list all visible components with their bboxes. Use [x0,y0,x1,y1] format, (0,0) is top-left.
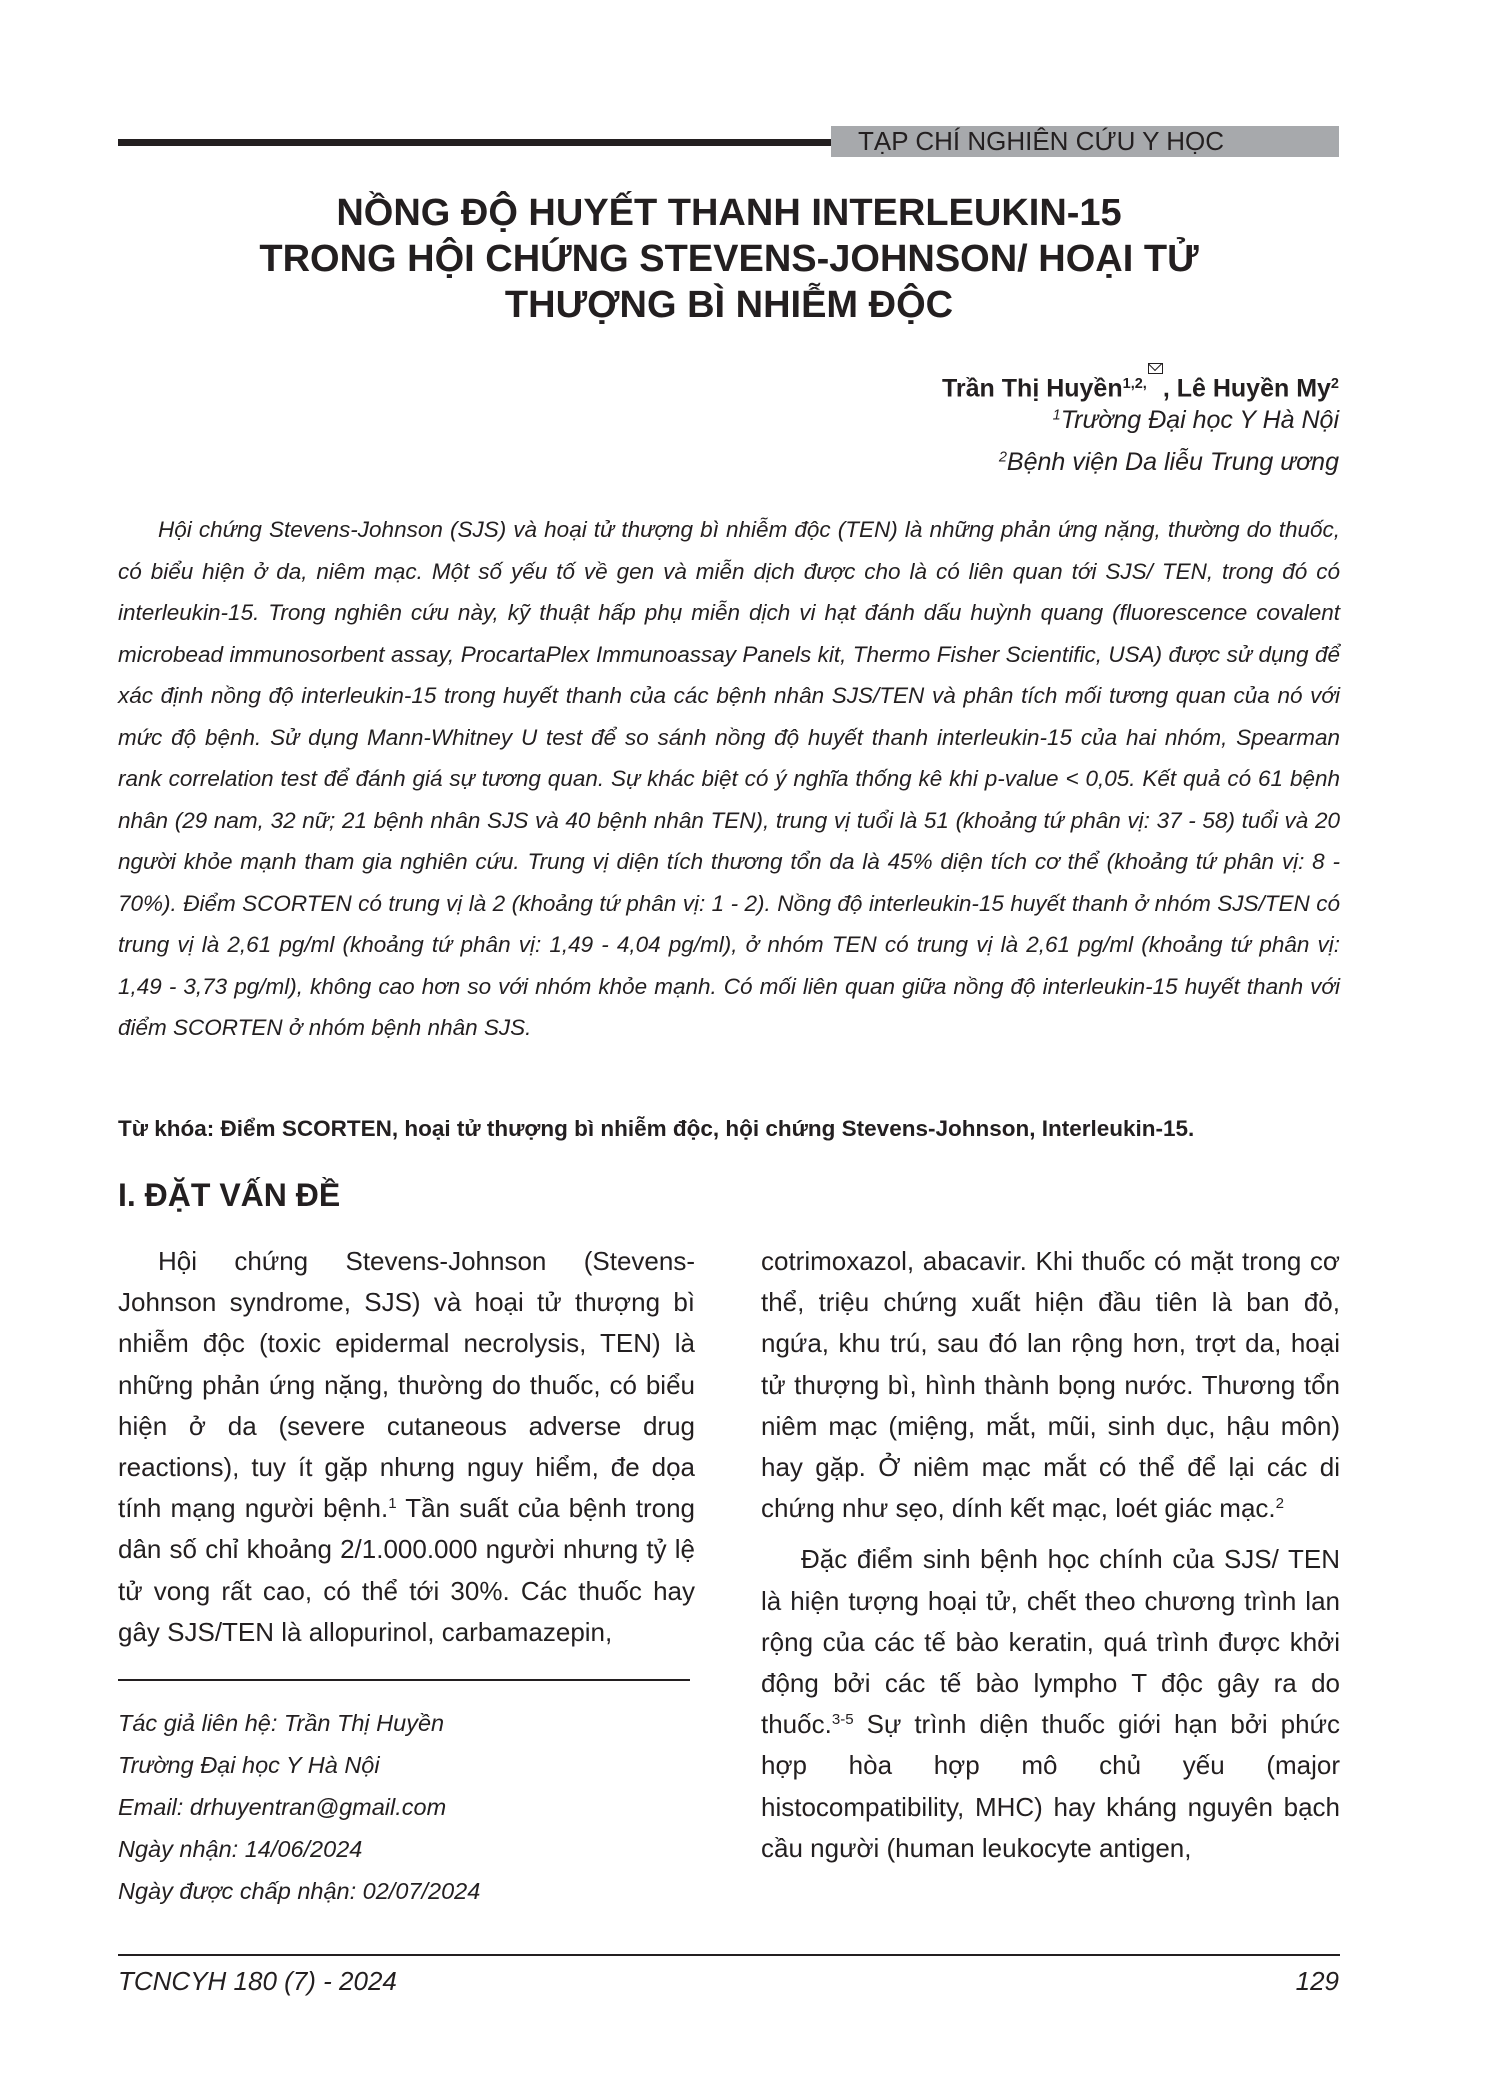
author-1-name: Trần Thị Huyền [942,374,1123,403]
affiliation-2 [999,448,1339,477]
affiliation-1-name: Trường Đại học Y Hà Nội [1060,406,1339,434]
affiliation-1-number: 1 [1052,407,1061,424]
footnote-institution: Trường Đại học Y Hà Nội [118,1752,380,1778]
body-paragraph [761,1241,1340,1529]
keywords: Từ khóa: Điểm SCORTEN, hoại tử thượng bì nhiễm độc, hội chứng Stevens-Johnson, Interleukin-15. [118,1116,1195,1141]
body-column-left [118,1241,695,1653]
title-line-2: TRONG HỘI CHỨNG STEVENS-JOHNSON/ HOẠI TỬ [259,238,1199,280]
footnote-rule [118,1679,690,1681]
authors-line [942,363,1339,404]
citation-ref: 3-5 [831,1711,854,1729]
correspondence-footnote [118,1702,480,1912]
affiliation-2-name: Bệnh viện Da liễu Trung ương [1006,448,1339,476]
author-2-name: Lê Huyền My [1176,374,1331,403]
body-column-right [761,1241,1340,1869]
title-line-3: THƯỢNG BÌ NHIỄM ĐỘC [504,284,954,326]
body-paragraph [761,1539,1340,1869]
citation-ref: 1 [388,1495,397,1513]
body-text: Tần suất của bệnh trong dân số chỉ khoảng 2/1.000.000 người nhưng tỷ lệ tử vong rất cao, có thể tới 30%. Các thuốc hay gây SJS/TEN là allopurinol, carbamazepin, [118,1493,695,1647]
footer-rule [118,1954,1340,1956]
body-paragraph [118,1241,695,1653]
envelope-icon [1148,363,1163,374]
author-2-affiliation-mark: 2 [1330,375,1339,392]
footnote-contact: Tác giả liên hệ: Trần Thị Huyền [118,1710,445,1736]
section-heading: I. ĐẶT VẤN ĐỀ [118,1177,341,1213]
abstract: Hội chứng Stevens-Johnson (SJS) và hoại tử thượng bì nhiễm độc (TEN) là những phản ứng nặng, thường do thuốc, có biểu hiện ở da, niêm mạc. Một số yếu tố về gen và miễn dịch được cho là có liên quan tới SJS/ TEN, trong đó có interleukin-15. Trong nghiên cứu này, kỹ thuật hấp phụ miễn dịch vi hạt đánh dấu huỳnh quang (fluorescence covalent microbead immunosorbent assay, ProcartaPlex Immunoassay Panels kit, Thermo Fisher Scientific, USA) được sử dụng để xác định nồng độ interleukin-15 trong huyết thanh của các bệnh nhân SJS/TEN và phân tích mối tương quan của nó với mức độ bệnh. Sử dụng Mann-Whitney U test để so sánh nồng độ huyết thanh interleukin-15 của hai nhóm, Spearman rank correlation test để đánh giá sự tương quan. Sự khác biệt có ý nghĩa thống kê khi p-value < 0,05. Kết quả có 61 bệnh nhân (29 nam, 32 nữ; 21 bệnh nhân SJS và 40 bệnh nhân TEN), trung vị tuổi là 51 (khoảng tứ phân vị: 37 - 58) tuổi và 20 người khỏe mạnh tham gia nghiên cứu. Trung vị diện tích thương tổn da là 45% diện tích cơ thể (khoảng tứ phân vị: 8 - 70%). Điểm SCORTEN có trung vị là 2 (khoảng tứ phân vị: 1 - 2). Nồng độ interleukin-15 huyết thanh ở nhóm SJS/TEN có trung vị là 2,61 pg/ml (khoảng tứ phân vị: 1,49 - 4,04 pg/ml), ở nhóm TEN có trung vị là 2,61 pg/ml (khoảng tứ phân vị: 1,49 - 3,73 pg/ml), không cao hơn so với nhóm khỏe mạnh. Có mối liên quan giữa nồng độ interleukin-15 huyết thanh với điểm SCORTEN ở nhóm bệnh nhân SJS. [118,517,1340,1040]
affiliation-2-number: 2 [998,449,1007,466]
footer-page-number: 129 [1295,1966,1339,1996]
footnote-accepted-date: Ngày được chấp nhận: 02/07/2024 [118,1878,481,1904]
body-text: Hội chứng Stevens-Johnson (Stevens-Johnson syndrome, SJS) và hoại tử thượng bì nhiễm độc (toxic epidermal necrolysis, TEN) là những phản ứng nặng, thường do thuốc, có biểu hiện ở da (severe cutaneous adverse drug reactions), tuy ít gặp nhưng nguy hiểm, đe dọa tính mạng người bệnh. [118,1246,695,1524]
body-text: Đặc điểm sinh bệnh học chính của SJS/ TEN là hiện tượng hoại tử, chết theo chương trình lan rộng của các tế bào keratin, quá trình được khởi động bởi các tế bào lympho T độc gây ra do thuốc. [761,1544,1340,1740]
citation-ref: 2 [1275,1495,1285,1513]
body-text: cotrimoxazol, abacavir. Khi thuốc có mặt trong cơ thể, triệu chứng xuất hiện đầu tiên là ban đỏ, ngứa, khu trú, sau đó lan rộng hơn, trợt da, hoại tử thượng bì, hình thành bọng nước. Thương tổn niêm mạc (miệng, mắt, mũi, sinh dục, hậu môn) hay gặp. Ở niêm mạc mắt có thể để lại các di chứng như sẹo, dính kết mạc, loét giác mạc. [761,1246,1340,1524]
footer-journal-issue: TCNCYH 180 (7) - 2024 [118,1966,397,1996]
body-text: Sự trình diện thuốc giới hạn bởi phức hợp hòa hợp mô chủ yếu (major histocompatibility, MHC) hay kháng nguyên bạch cầu người (human leukocyte antigen, [761,1709,1340,1863]
header-rule [118,139,840,146]
author-1-affiliation-marks: 1,2, [1122,375,1147,392]
title-line-1: NỒNG ĐỘ HUYẾT THANH INTERLEUKIN-15 [336,192,1122,234]
article-title [118,190,1340,328]
header-journal-name: TẠP CHÍ NGHIÊN CỨU Y HỌC [858,126,1225,156]
author-separator: , [1162,374,1177,403]
affiliation-1 [1053,406,1339,435]
footnote-received-date: Ngày nhận: 14/06/2024 [118,1836,363,1862]
footnote-email: Email: drhuyentran@gmail.com [118,1794,447,1820]
